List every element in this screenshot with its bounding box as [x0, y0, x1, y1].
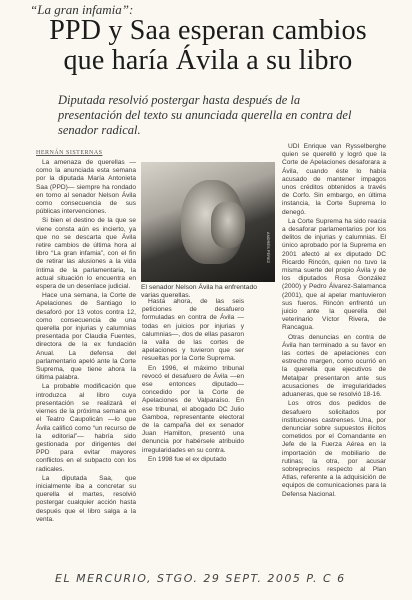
photo-caption: El senador Nelson Ávila ha enfrentado varias querellas. — [141, 284, 257, 299]
handwritten-source-note: EL MERCURIO, STGO. 29 SEPT. 2005 P. C 6 — [55, 572, 346, 585]
paragraph: Hasta ahora, de las seis peticiones de desafuero formuladas en contra de Ávila —todas en juicios por injurias y calumnias—, dos de ellas pasaron la valla de las cortes de apelaciones y tuvieron que ser resueltas por la Corte Suprema. — [142, 298, 244, 363]
paragraph: Si bien el destino de la que se viene consta aún es incierto, ya que no se descarta que Ávila retire cambios de última hora al libro “La gran infamia”, con el fin de retirar las alusiones a la vida íntima de la parlamentaria, la actual situación lo encuentra en espera de un desenlace judicial. — [36, 217, 136, 291]
paragraph: La probable modificación que introduzca al libro cuya presentación se realizará el viernes de la próxima semana en el Teatro Caupolicán —lo que Ávila calificó como “un recurso de la editorial”— habría sido gestionada por dirigentes del PPD para evitar mayores conflictos en el subpacto con los radicales. — [36, 383, 136, 473]
headline: PPD y Saa esperan cambios que haría Ávila a su libro — [49, 15, 367, 76]
paragraph: En 1996, el máximo tribunal revocó el desafuero de Ávila —en ese entonces diputado— concedido por la Corte de Apelaciones de Valparaíso. En ese tribunal, el abogado DC Julio Gamboa, representante electoral de la campaña del ex senador Juan Hamilton, presentó una denuncia por habérsele atribuido irregularidades en su contra. — [142, 364, 244, 454]
paragraph: Hace una semana, la Corte de Apelaciones de Santiago lo desaforó por 13 votos contra 12, como consecuencia de una querella por injurias y calumnias presentada por Claudia Fuentes, directora de la ex fundación Anual. La defensa del parlamentario apeló ante la Corte Suprema, que tiene ahora la última palabra. — [36, 292, 136, 382]
paragraph: La diputada Saa, que inicialmente iba a concretar su querella el martes, resolvió postergar cualquier acción hasta después que el libro salga a la venta. — [36, 474, 136, 523]
paragraph: UDI Enrique van Rysselberghe quien se querelló y logró que la Corte de Apelaciones desaforara a Ávila, cuando éste lo había acusado de mantener impagos unos créditos obtenidos a través de Corfo. Sin embargo, en última instancia, la Corte Suprema lo denegó. — [282, 143, 386, 216]
deck: Diputada resolvió postergar hasta después de la presentación del texto su anunciada querella en contra del senador radical. — [58, 93, 352, 137]
paragraph: Otras denuncias en contra de Ávila han terminado a su favor en las cortes de apelaciones con estrecho margen, como ocurrió en la querella que ejecutivos de Metalpar presentaron ante sus acusaciones de irregularidades aduaneras, que se resolvió 18-16. — [282, 333, 386, 399]
paragraph: La Corte Suprema ha sido reacia a desaforar parlamentarios por los delitos de injurias y calumnias. El único aprobado por la Suprema en 2001 afectó al ex diputado DC Ricardo Rincón, quien no tuvo la misma suerte del propio Ávila y de los diputados Rosa González (2000) y Pedro Álvarez-Salamanca (2001), que al apelar mantuvieron sus fueros. Rincón enfrentó un juicio ante la querella del veterinario Víctor Rivera, de Rancagua. — [282, 217, 386, 332]
photo-credit: ANDRÉS PÉREZ — [266, 232, 271, 264]
senator-photo — [141, 162, 275, 282]
paragraph: Los otros dos pedidos de desafuero solicitados por instituciones castrenses. Una, por denunciar sobre supuestos ilícitos cometidos por el Comandante en Jefe de la Fuerza Aérea en la importación de mobiliario de rutinas; la otra, por acusar sobreprecios respecto al Plan Atlas, referente a la adquisición de equipos de comunicaciones para la Defensa Nacional. — [282, 400, 386, 498]
article-column-3 — [282, 143, 386, 563]
photo-hand — [211, 202, 245, 248]
kicker: “La gran infamia”: — [30, 2, 134, 17]
paragraph: La amenaza de querellas —como la anunciada esta semana por la diputada María Antonieta Saa (PPD)— siempre ha rondado en torno al senador Nelson Ávila como consecuencia de sus públicas intervenciones. — [36, 159, 136, 216]
article-column-1 — [36, 159, 136, 559]
article-column-2 — [142, 298, 244, 560]
byline: HERNÁN SISTERNAS — [36, 150, 103, 156]
paragraph: En 1998 fue el ex diputado — [148, 455, 227, 463]
